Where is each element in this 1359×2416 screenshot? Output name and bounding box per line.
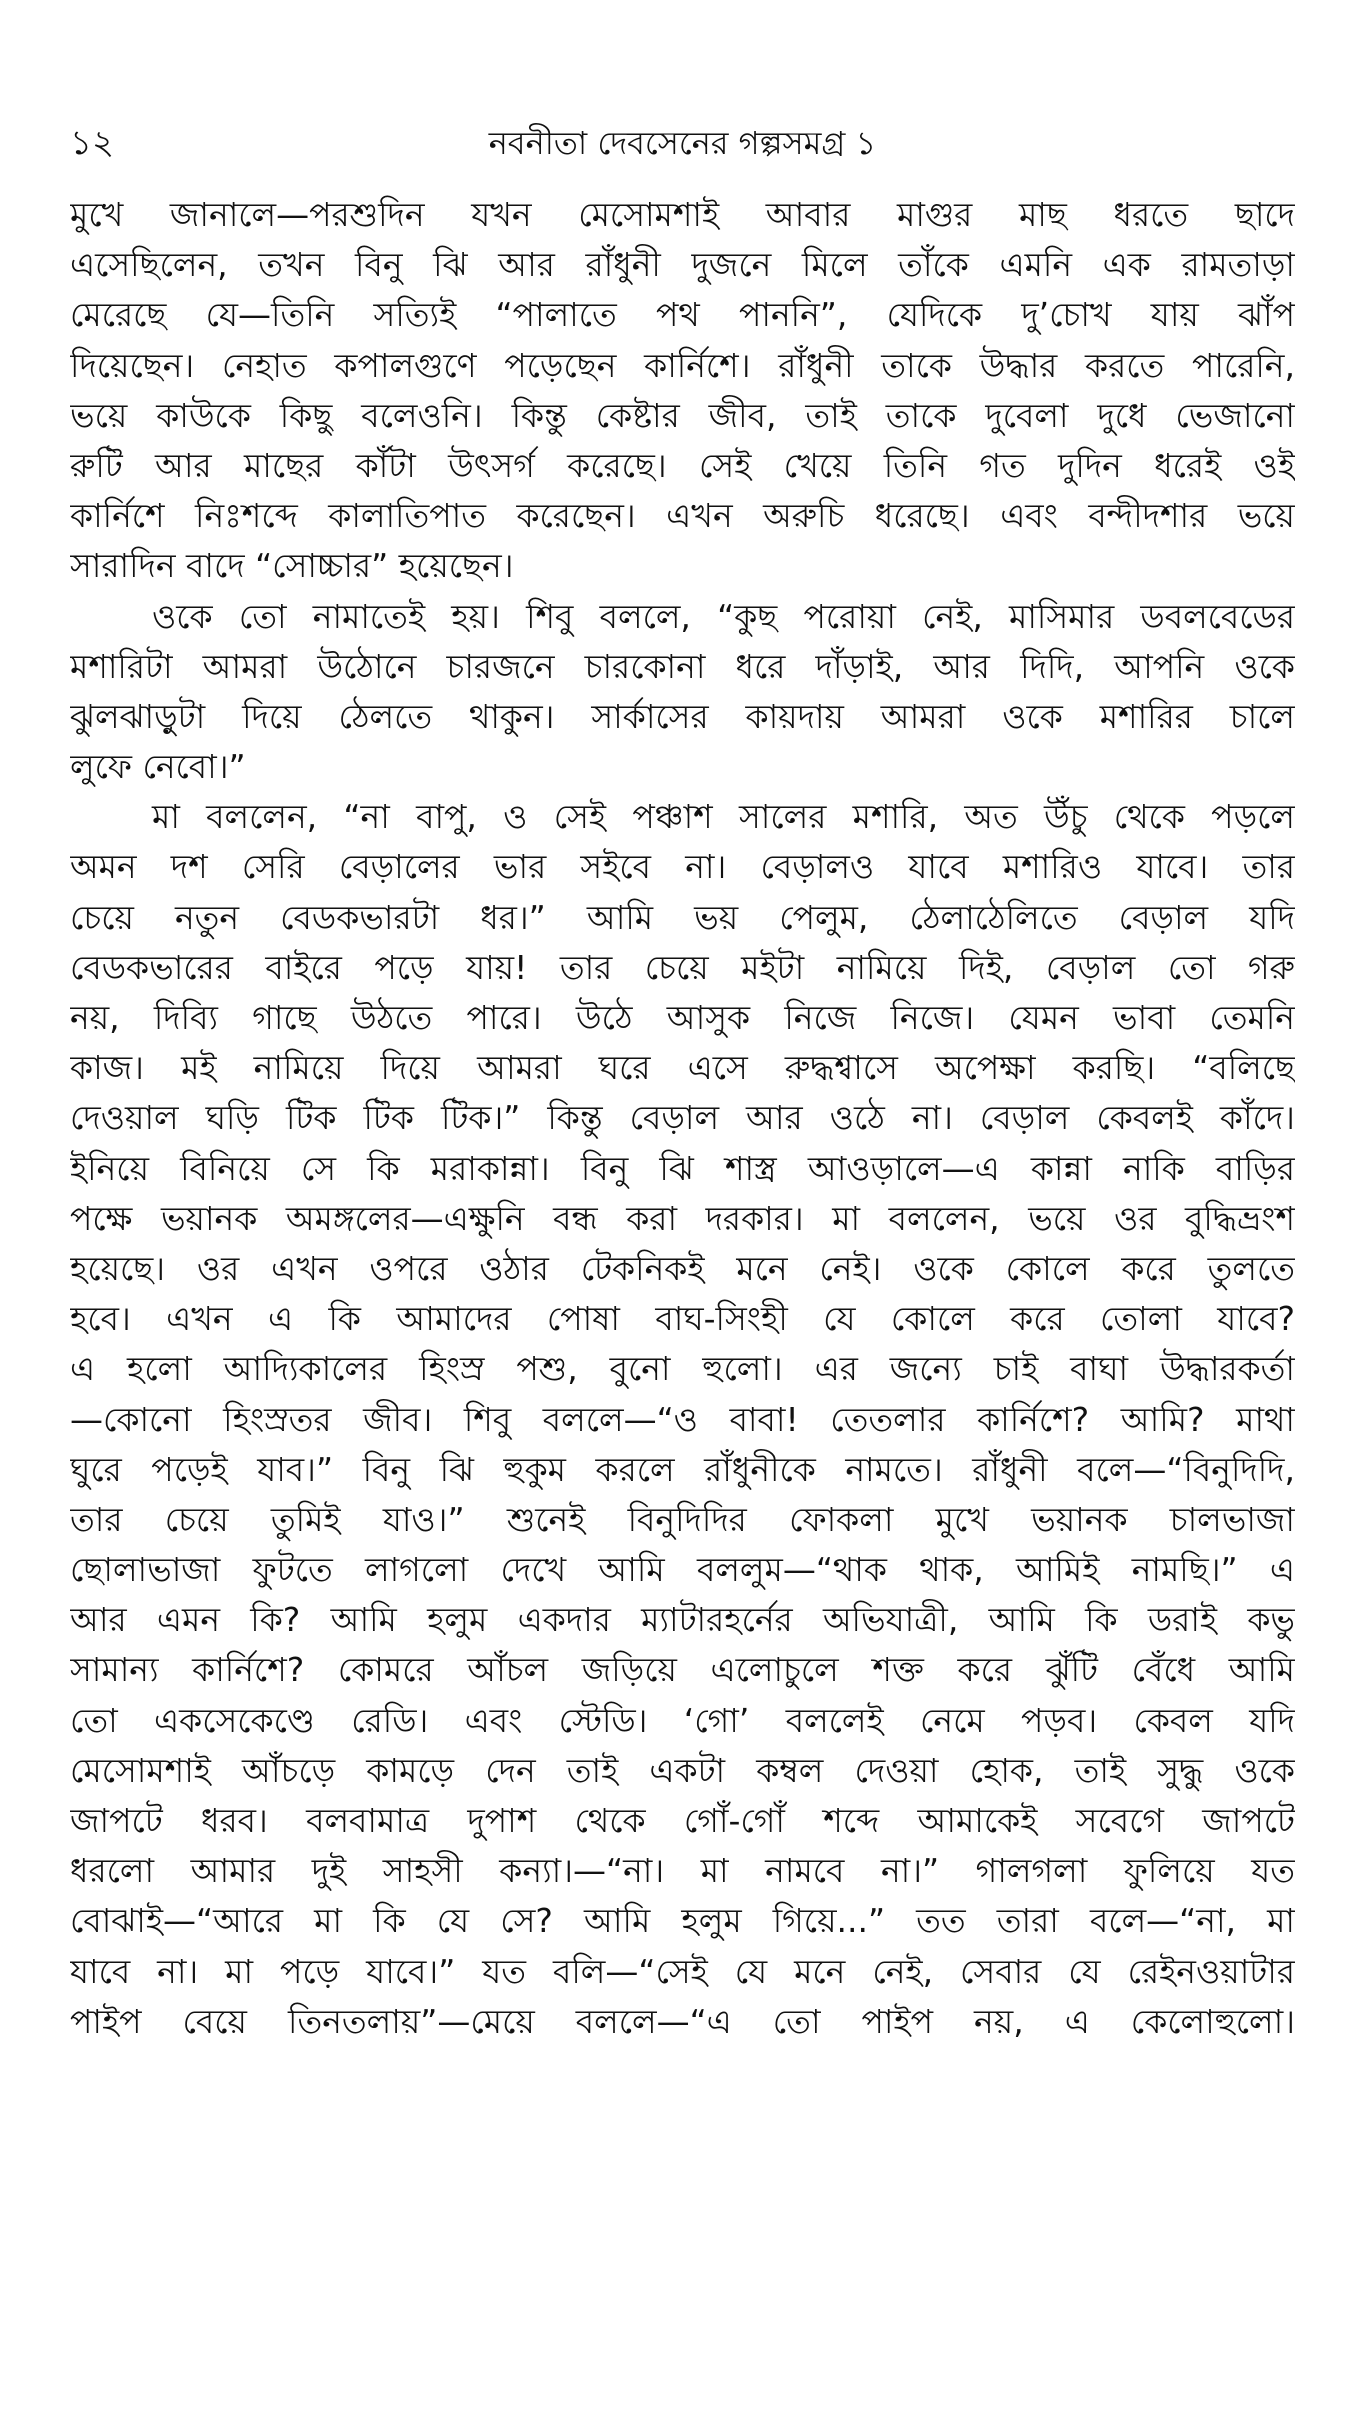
text-line: ধরলো আমার দুই সাহসী কন্যা।—“না। মা নামবে না।” গালগলা ফুলিয়ে যত — [70, 1851, 1295, 1891]
text-line: নয়, দিব্যি গাছে উঠতে পারে। উঠে আসুক নিজে নিজে। যেমন ভাবা তেমনি — [70, 998, 1295, 1037]
text-line: পক্ষে ভয়ানক অমঙ্গলের—এক্ষুনি বন্ধ করা দরকার। মা বললেন, ভয়ে ওর বুদ্ধিভ্রংশ — [70, 1198, 1295, 1238]
text-line: —কোনো হিংস্রতর জীব। শিবু বললে—“ও বাবা! তেতলার কার্নিশে? আমি? মাথা — [70, 1399, 1295, 1439]
text-line: তো একসেকেণ্ডে রেডি। এবং স্টেডি। ‘গো’ বললেই নেমে পড়ব। কেবল যদি — [70, 1700, 1295, 1740]
text-line: কাজ। মই নামিয়ে দিয়ে আমরা ঘরে এসে রুদ্ধশ্বাসে অপেক্ষা করছি। “বলিছে — [70, 1048, 1295, 1088]
text-line: লুফে নেবো।” — [70, 747, 246, 787]
page-header — [70, 118, 1295, 168]
text-line: ভয়ে কাউকে কিছু বলেওনি। কিন্তু কেষ্টার জীব, তাই তাকে দুবেলা দুধে ভেজানো — [70, 395, 1295, 435]
text-line: মুখে জানালে—পরশুদিন যখন মেসোমশাই আবার মাগুর মাছ ধরতে ছাদে — [70, 195, 1295, 234]
text-line: এ হলো আদ্যিকালের হিংস্র পশু, বুনো হুলো। এর জন্যে চাই বাঘা উদ্ধারকর্তা — [70, 1349, 1295, 1389]
text-line: হবে। এখন এ কি আমাদের পোষা বাঘ-সিংহী যে কোলে করে তোলা যাবে? — [70, 1299, 1295, 1339]
text-line: চেয়ে নতুন বেডকভারটা ধর।” আমি ভয় পেলুম, ঠেলাঠেলিতে বেড়াল যদি — [70, 897, 1295, 937]
text-line: মশারিটা আমরা উঠোনে চারজনে চারকোনা ধরে দাঁড়াই, আর দিদি, আপনি ওকে — [70, 646, 1295, 686]
text-line: সারাদিন বাদে “সোচ্চার” হয়েছেন। — [70, 546, 514, 586]
text-line: এসেছিলেন, তখন বিনু ঝি আর রাঁধুনী দুজনে মিলে তাঁকে এমনি এক রামতাড়া — [70, 245, 1295, 285]
running-title: নবনীতা দেবসেনের গল্পসমগ্র ১ — [488, 124, 877, 162]
text-line: মেরেছে যে—তিনি সত্যিই “পালাতে পথ পাননি”, যেদিকে দু’চোখ যায় ঝাঁপ — [70, 295, 1295, 335]
body-text — [70, 190, 1295, 2047]
paragraph-start-line: মা বললেন, “না বাপু, ও সেই পঞ্চাশ সালের মশারি, অত উঁচু থেকে পড়লে — [152, 797, 1295, 837]
text-line: সামান্য কার্নিশে? কোমরে আঁচল জড়িয়ে এলোচুলে শক্ত করে ঝুঁটি বেঁধে আমি — [70, 1650, 1295, 1690]
text-line: ঘুরে পড়েই যাব।” বিনু ঝি হুকুম করলে রাঁধুনীকে নামতে। রাঁধুনী বলে—“বিনুদিদি, — [70, 1449, 1295, 1489]
text-line: ইনিয়ে বিনিয়ে সে কি মরাকান্না। বিনু ঝি শাস্ত্র আওড়ালে—এ কান্না নাকি বাড়ির — [70, 1148, 1295, 1188]
text-line: ঝুলঝাড়ুটা দিয়ে ঠেলতে থাকুন। সার্কাসের কায়দায় আমরা ওকে মশারির চালে — [70, 696, 1295, 736]
text-line: রুটি আর মাছের কাঁটা উৎসর্গ করেছে। সেই খেয়ে তিনি গত দুদিন ধরেই ওই — [70, 445, 1295, 485]
text-line: অমন দশ সেরি বেড়ালের ভার সইবে না। বেড়ালও যাবে মশারিও যাবে। তার — [70, 847, 1295, 887]
text-line: দেওয়াল ঘড়ি টিক টিক টিক।” কিন্তু বেড়াল আর ওঠে না। বেড়াল কেবলই কাঁদে। — [70, 1098, 1295, 1138]
text-line: যাবে না। মা পড়ে যাবে।” যত বলি—“সেই যে মনে নেই, সেবার যে রেইনওয়াটার — [70, 1951, 1295, 1991]
text-line: ছোলাভাজা ফুটতে লাগলো দেখে আমি বললুম—“থাক থাক, আমিই নামছি।” এ — [70, 1550, 1295, 1590]
text-line: জাপটে ধরব। বলবামাত্র দুপাশ থেকে গোঁ-গোঁ শব্দে আমাকেই সবেগে জাপটে — [70, 1801, 1295, 1840]
page-number: ১২ — [70, 123, 115, 163]
text-line: হয়েছে। ওর এখন ওপরে ওঠার টেকনিকই মনে নেই। ওকে কোলে করে তুলতে — [70, 1248, 1295, 1288]
text-line: মেসোমশাই আঁচড়ে কামড়ে দেন তাই একটা কম্বল দেওয়া হোক, তাই সুদ্ধু ওকে — [70, 1750, 1295, 1790]
paragraph-start-line: ওকে তো নামাতেই হয়। শিবু বললে, “কুছ পরোয়া নেই, মাসিমার ডবলবেডের — [152, 596, 1295, 636]
text-line: দিয়েছেন। নেহাত কপালগুণে পড়েছেন কার্নিশে। রাঁধুনী তাকে উদ্ধার করতে পারেনি, — [70, 345, 1295, 385]
text-line: পাইপ বেয়ে তিনতলায়”—মেয়ে বললে—“এ তো পাইপ নয়, এ কেলোহুলো। — [70, 2001, 1295, 2041]
text-line: আর এমন কি? আমি হলুম একদার ম্যাটারহর্নের অভিযাত্রী, আমি কি ডরাই কভু — [70, 1600, 1295, 1640]
text-line: তার চেয়ে তুমিই যাও।” শুনেই বিনুদিদির ফোকলা মুখে ভয়ানক চালভাজা — [70, 1499, 1295, 1539]
text-line: কার্নিশে নিঃশব্দে কালাতিপাত করেছেন। এখন অরুচি ধরেছে। এবং বন্দীদশার ভয়ে — [70, 496, 1295, 536]
text-line: বেডকভারের বাইরে পড়ে যায়! তার চেয়ে মইটা নামিয়ে দিই, বেড়াল তো গরু — [70, 947, 1295, 987]
text-line: বোঝাই—“আরে মা কি যে সে? আমি হলুম গিয়ে...” তত তারা বলে—“না, মা — [70, 1901, 1295, 1941]
